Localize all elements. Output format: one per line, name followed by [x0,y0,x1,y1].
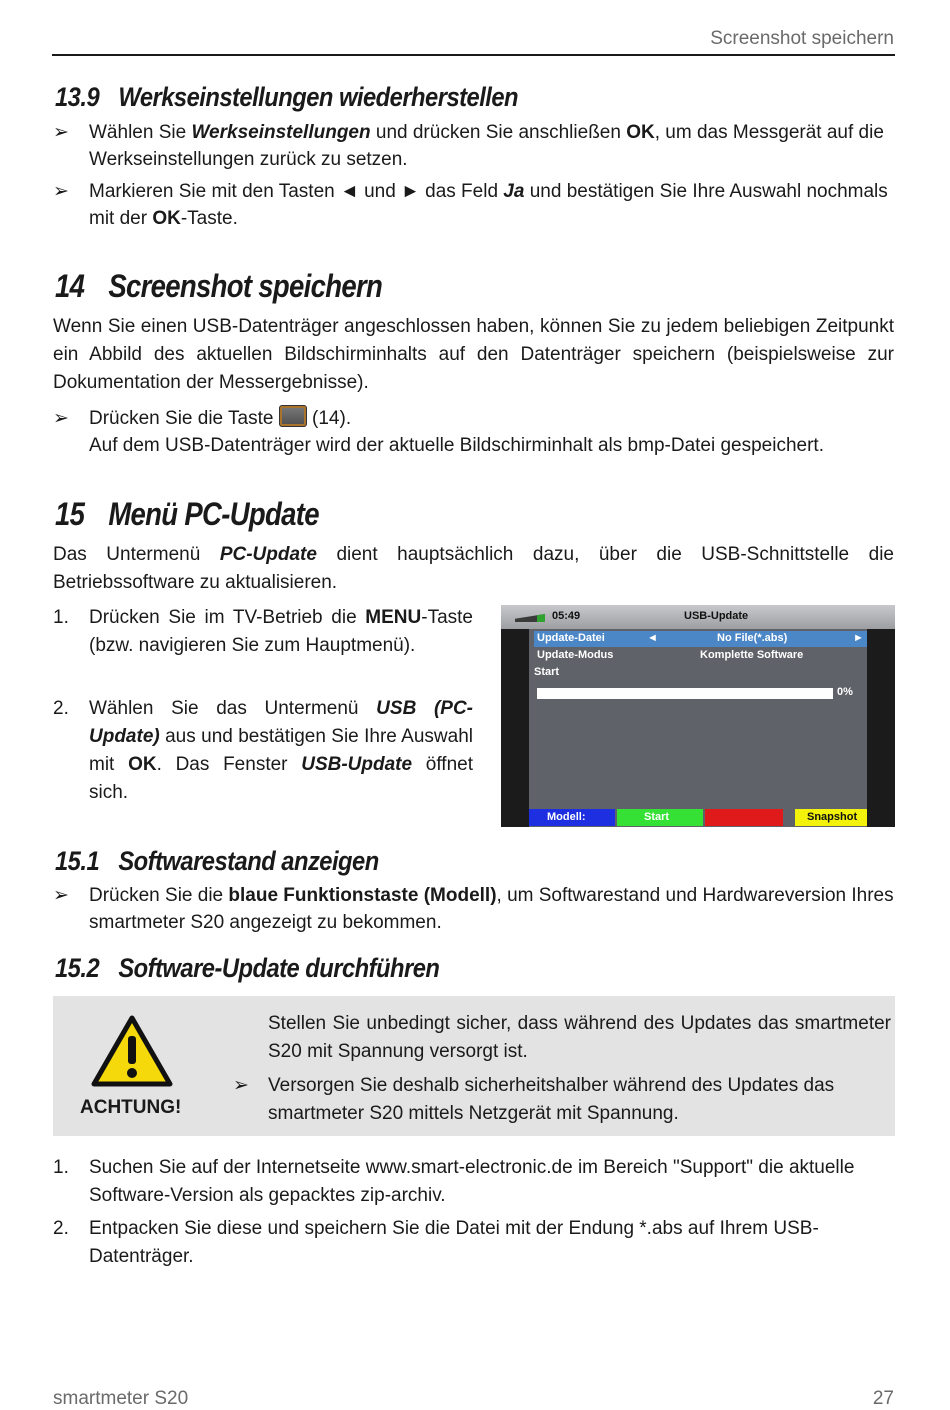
battery-icon [515,614,545,622]
text-run: dient hauptsächlich dazu, über die USB-Schnittstelle die Betriebssoftware zu aktualisieren. [53,544,894,593]
heading-number: 14 [55,268,85,304]
bullet-item [53,178,894,232]
heading-number: 15 [55,496,85,532]
row-label-update-file: Update-Datei [537,632,605,644]
key-menu: MENU [365,607,422,628]
item-number: 1. [53,607,69,628]
screen-time: 05:49 [552,610,581,622]
heading-title: Menü PC-Update [108,496,319,532]
numbered-item [53,604,473,660]
bullet-arrow-icon: ➢ [53,408,69,429]
progress-bar [537,688,833,699]
heading-13-9 [55,82,518,113]
key-ok: OK [626,122,655,143]
text-run: Markieren Sie mit den Tasten ◄ und ► das Feld [89,181,504,202]
heading-15-1 [55,846,379,877]
function-button-blue [529,809,615,826]
emphasis: USB (PC-Update) [89,698,473,747]
footer-page-number: 27 [872,1388,894,1409]
numbered-item [53,695,473,807]
text-run: Wählen Sie das Untermenü [89,698,377,719]
warning-bullet [233,1072,893,1128]
heading-title: Screenshot speichern [108,268,383,304]
emphasis: USB-Update [301,754,413,775]
text-run: -Taste (bzw. navigieren Sie zum Hauptmenü). [89,607,473,656]
text-run: , um das Messgerät auf die Werkseinstellungen zurück zu setzen. [89,122,884,170]
text-run: -Taste. [180,208,238,229]
paragraph [53,541,894,597]
text-run: Wählen Sie [89,122,192,143]
bullet-item [53,405,894,459]
paragraph: Wenn Sie einen USB-Datenträger angeschlossen haben, können Sie zu jedem beliebigen Zeitpunkt ein Abbild des aktuellen Bildschirminhalts auf den Datenträger speichern (beispielsweise zur Dokumentation der Messergebnisse). [53,316,894,393]
item-number: 2. [53,1218,69,1239]
text-run: Drücken Sie die [89,885,229,906]
warning-triangle-icon [91,1015,173,1087]
numbered-item [53,1154,894,1210]
header-rule [52,54,895,56]
heading-number: 13.9 [55,82,100,112]
text-run: öffnet sich. [89,754,473,803]
usb-update-screenshot [501,605,895,827]
key-ok: OK [128,754,157,775]
item-number: 1. [53,1157,69,1178]
bullet-text [89,405,894,459]
item-text [89,604,473,660]
heading-number: 15.2 [55,953,100,983]
row-value-update-mode: Komplette Software [700,649,804,661]
function-label-start: Start [644,811,670,823]
item-text: Entpacken Sie diese und speichern Sie die Datei mit der Endung *.abs auf Ihrem USB-Datenträger. [89,1218,819,1267]
warning-bullet-text: Versorgen Sie deshalb sicherheitshalber während des Updates das smartmeter S20 mittels Netzgerät mit Spannung. [268,1075,835,1124]
bullet-item [53,119,894,173]
text-run: Das Untermenü [53,544,220,565]
heading-14 [55,268,382,305]
item-text: Suchen Sie auf der Internetseite www.smart-electronic.de im Bereich "Support" die aktuelle Software-Version als gepacktes zip-archiv. [89,1157,855,1206]
screen-title: USB-Update [684,610,749,622]
numbered-item [53,1215,894,1271]
arrow-left-icon: ◄ [647,632,658,644]
text-run: Auf dem USB-Datenträger wird der aktuelle Bildschirminhalt als bmp-Datei gespeichert. [89,435,824,456]
bullet-arrow-icon: ➢ [53,122,69,143]
text-run: und drücken Sie anschließen [370,122,627,143]
function-button-yellow [795,809,867,826]
text-run: . Das Fenster [156,754,302,775]
function-label-snapshot: Snapshot [807,811,858,823]
text-run: und bestätigen Sie Ihre Auswahl nochmals mit der [89,181,888,229]
heading-title: Softwarestand anzeigen [118,846,379,876]
text-run: Drücken Sie im TV-Betrieb die [89,607,366,628]
text-run: aus und bestätigen Sie Ihre Auswahl mit [89,726,473,775]
function-button-green [617,809,703,826]
heading-15-2 [55,953,439,984]
text-run: (14). [306,408,352,429]
heading-15 [55,496,319,533]
heading-number: 15.1 [55,846,100,876]
running-header: Screenshot speichern [710,28,894,49]
arrow-right-icon: ► [853,632,864,644]
row-label-start: Start [534,666,560,678]
item-text [89,695,473,807]
screenshot-key-icon [279,405,307,427]
bullet-arrow-icon: ➢ [53,885,69,906]
row-value-update-file: No File(*.abs) [717,632,788,644]
bullet-text [89,882,894,936]
emphasis: PC-Update [219,544,317,565]
function-label-model: Modell: [547,811,586,823]
bullet-text [89,119,894,173]
text-run: , um Softwarestand und Hardwareversion Ihres smartmeter S20 angezeigt zu bekommen. [89,885,894,933]
function-button-red [705,809,783,826]
bullet-item [53,882,894,936]
bullet-text [89,178,894,232]
emphasis: Ja [503,181,525,202]
heading-title: Software-Update durchführen [118,953,440,983]
warning-box [53,996,895,1136]
footer-product: smartmeter S20 [53,1388,189,1409]
emphasis: Werkseinstellungen [191,122,371,143]
progress-text: 0% [837,686,853,698]
bullet-arrow-icon: ➢ [53,181,69,202]
key-ok: OK [152,208,181,229]
row-label-update-mode: Update-Modus [537,649,614,661]
warning-label: ACHTUNG! [80,1097,182,1118]
text-run: Drücken Sie die Taste [89,408,279,429]
bullet-arrow-icon: ➢ [233,1075,249,1096]
item-number: 2. [53,698,69,719]
warning-text: Stellen Sie unbedingt sicher, dass während des Updates das smartmeter S20 mit Spannung versorgt ist. [268,1013,891,1062]
strong-text: blaue Funktionstaste (Modell) [228,885,497,906]
screen-title-bar [501,605,895,629]
heading-title: Werkseinstellungen wiederherstellen [118,82,519,112]
